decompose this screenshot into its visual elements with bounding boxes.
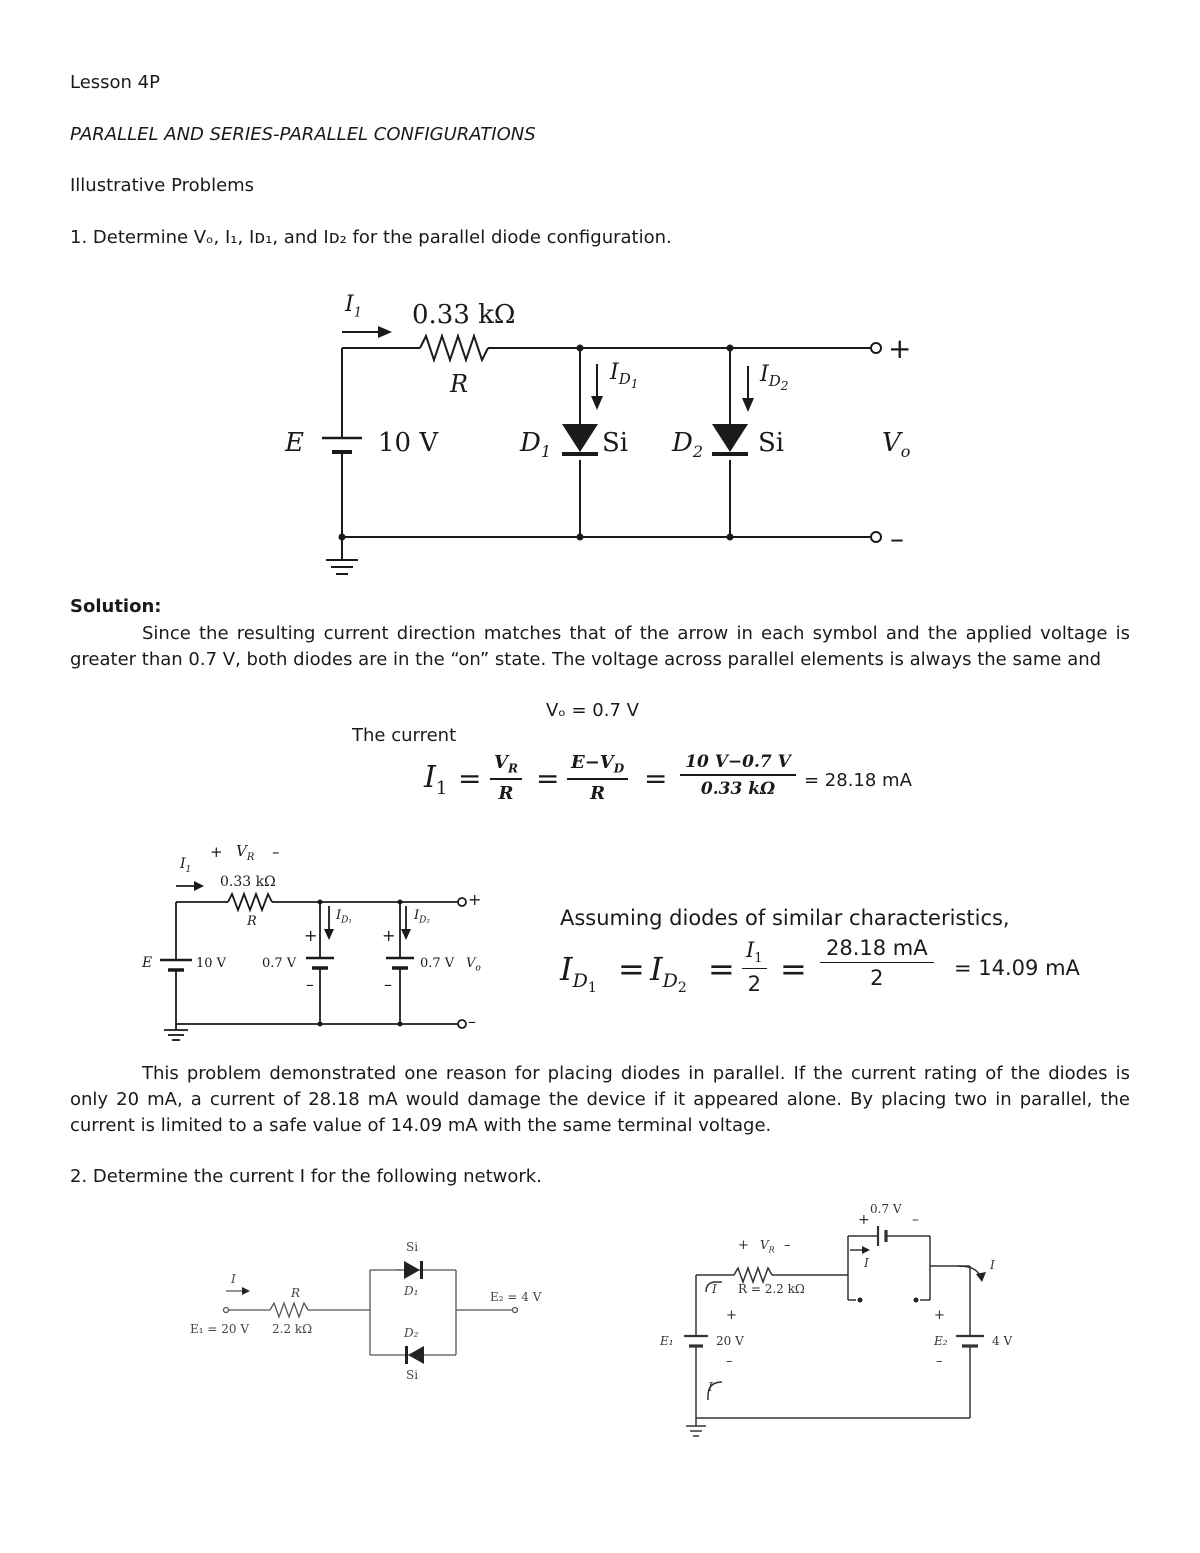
p2b-vr-plus: + bbox=[738, 1238, 749, 1253]
p2a-i: I bbox=[231, 1272, 236, 1286]
problem2-statement: 2. Determine the current I for the following network. bbox=[70, 1166, 542, 1187]
p2b-e1: E₁ bbox=[660, 1334, 674, 1348]
eq2-frac-half: $\frac{I_1}{2}$ bbox=[742, 938, 767, 996]
problem1-statement: 1. Determine Vₒ, I₁, Iᴅ₁, and Iᴅ₂ for the parallel diode configuration. bbox=[70, 227, 672, 248]
diode-drop-2: 0.7 V bbox=[262, 956, 297, 971]
d1-plus: + bbox=[304, 926, 318, 945]
source-name-2: E bbox=[142, 955, 153, 971]
subtitle: Illustrative Problems bbox=[70, 175, 255, 196]
lesson-label: Lesson 4P bbox=[70, 72, 160, 93]
d2-minus: – bbox=[384, 975, 392, 994]
p2b-e1-value: 20 V bbox=[716, 1334, 744, 1348]
p2b-diode-plus: + bbox=[858, 1212, 870, 1228]
p2b-e1-plus: + bbox=[726, 1308, 737, 1323]
p2b-i-left: I bbox=[712, 1282, 717, 1296]
source-name: E bbox=[285, 428, 304, 458]
solution-text: Since the resulting current direction matches that of the arrow in each symbol and the applied voltage is greater than 0.7 V, both diodes are in the “on” state. The voltage across parallel elements is always the same and bbox=[70, 623, 1130, 670]
eq-sign-1: = bbox=[458, 762, 482, 795]
vo-value-2: 0.7 V bbox=[420, 956, 455, 971]
eq2-id2: $I_{D_2}$ bbox=[650, 950, 687, 997]
p2b-vr-label: $V_R$ bbox=[760, 1238, 775, 1255]
vo-minus: – bbox=[890, 522, 904, 555]
eq2-id1: $I_{D_1}$ bbox=[560, 950, 597, 997]
eq-sign-3: = bbox=[644, 762, 668, 795]
p2a-si-bottom: Si bbox=[406, 1368, 419, 1382]
assumption-text: Assuming diodes of similar characteristics, bbox=[560, 906, 1010, 930]
eq-sign-2: = bbox=[536, 762, 560, 795]
p2b-i-right: I bbox=[990, 1258, 995, 1272]
eq2-sign-3: = bbox=[780, 950, 807, 988]
vr-label: $V_R$ bbox=[236, 842, 255, 863]
eq2-sign-1: = bbox=[618, 950, 645, 988]
resistor-name: R bbox=[450, 370, 469, 398]
vo-result: Vₒ = 0.7 V bbox=[546, 700, 639, 721]
p2b-vr-minus: – bbox=[784, 1238, 791, 1253]
p2a-e1: E₁ = 20 V bbox=[190, 1322, 250, 1336]
d1-label: $D_1$ bbox=[520, 428, 552, 462]
p2b-diode-drop: 0.7 V bbox=[870, 1202, 902, 1216]
d1-minus: – bbox=[306, 975, 314, 994]
si1-label: Si bbox=[602, 428, 629, 458]
vr-minus: – bbox=[272, 843, 280, 861]
solution-label: Solution: bbox=[70, 596, 162, 617]
eq2-frac-value: $\frac{28.18 mA}{2}$ bbox=[820, 936, 934, 990]
eq-result: = 28.18 mA bbox=[804, 770, 912, 791]
discussion-text: This problem demonstrated one reason for placing diodes in parallel. If the current rating of the diodes is only 20 mA, a current of 28.18 mA would damage the device if it appeared alone. By placing two in parallel, the current is limited to a safe value of 14.09 mA with the same terminal voltage. bbox=[70, 1063, 1130, 1136]
p2a-si-top: Si bbox=[406, 1240, 419, 1254]
source-value-2: 10 V bbox=[196, 956, 227, 971]
p2b-e2-value: 4 V bbox=[992, 1334, 1013, 1348]
vo-plus-2: + bbox=[468, 890, 482, 909]
p2a-e2: E₂ = 4 V bbox=[490, 1290, 542, 1304]
eq2-sign-2: = bbox=[708, 950, 735, 988]
eq-frac-evd: $\frac{E-V_D}{R}$ bbox=[567, 752, 628, 804]
eq-frac-values: $\frac{10 V-0.7 V}{0.33 k\Omega}$ bbox=[680, 752, 796, 799]
p2b-e2-minus: – bbox=[936, 1354, 943, 1369]
d2-label: $D_2$ bbox=[672, 428, 704, 462]
p2a-r: R bbox=[291, 1286, 301, 1300]
current-label: The current bbox=[352, 725, 457, 746]
p2b-e2: E₂ bbox=[934, 1334, 948, 1348]
p2b-diode-minus: – bbox=[912, 1212, 919, 1228]
p2a-d1: D₁ bbox=[404, 1284, 419, 1298]
p2b-e1-minus: – bbox=[726, 1354, 733, 1369]
i1-label: $I_1$ bbox=[345, 292, 362, 321]
vo-label: $V_o$ bbox=[882, 428, 911, 462]
eq-lhs: $I_1$ bbox=[424, 760, 448, 799]
vo-minus-2: – bbox=[468, 1012, 476, 1031]
eq-frac-vr: $\frac{V_R}{R}$ bbox=[490, 752, 522, 804]
p2a-d2: D₂ bbox=[404, 1326, 419, 1340]
resistor-value: 0.33 kΩ bbox=[412, 300, 516, 330]
p2b-e2-plus: + bbox=[934, 1308, 945, 1323]
topic-title: PARALLEL AND SERIES-PARALLEL CONFIGURATIONS bbox=[70, 124, 536, 145]
eq2-result: = 14.09 mA bbox=[954, 956, 1080, 980]
vr-plus: + bbox=[210, 843, 223, 861]
resistor-name-2: R bbox=[247, 914, 257, 929]
p2b-r-label: R = 2.2 kΩ bbox=[738, 1282, 805, 1296]
si2-label: Si bbox=[758, 428, 785, 458]
vo-label-2: $V_o$ bbox=[466, 956, 481, 974]
i1-label-2: $I_1$ bbox=[180, 856, 192, 875]
id1-label-2: $I_{D_1}$ bbox=[336, 908, 352, 926]
source-value: 10 V bbox=[378, 428, 439, 458]
id2-label: $I_{D_2}$ bbox=[760, 362, 789, 394]
d2-plus: + bbox=[382, 926, 396, 945]
vo-plus: + bbox=[888, 332, 912, 365]
id1-label: $I_{D_1}$ bbox=[610, 360, 639, 392]
p2a-r-value: 2.2 kΩ bbox=[272, 1322, 313, 1336]
p2b-i-top: I bbox=[864, 1256, 869, 1270]
p2b-i-bottom: I bbox=[708, 1380, 713, 1394]
id2-label-2: $I_{D_2}$ bbox=[414, 908, 430, 926]
resistor-value-2: 0.33 kΩ bbox=[220, 874, 276, 890]
